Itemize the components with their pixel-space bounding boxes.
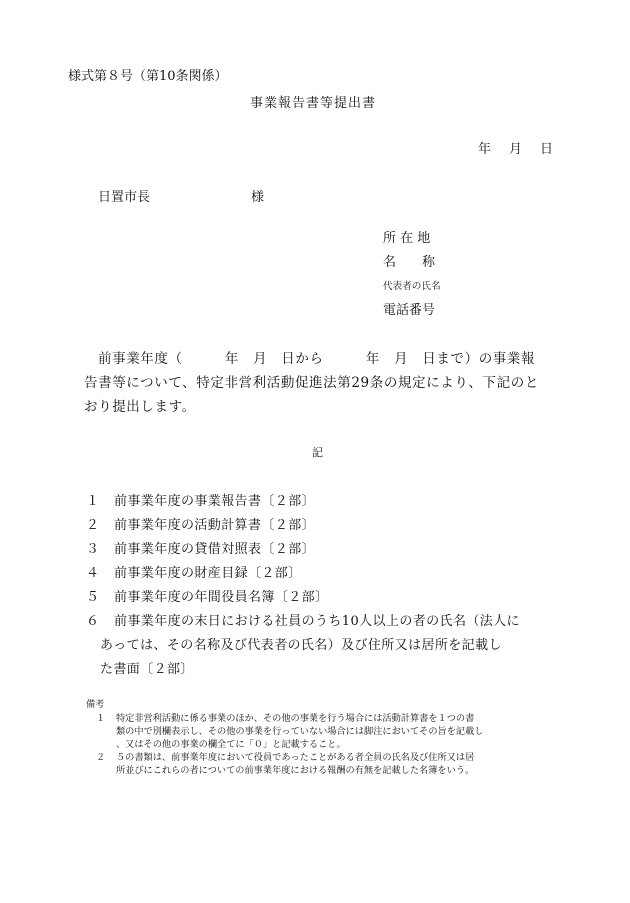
addressee-honorific: 様: [251, 190, 265, 205]
remark-line: 特定非営利活動に係る事業のほか、その他の事業を行う場合には活動計算書を１つの書: [116, 713, 475, 724]
remark-number: ２: [96, 752, 106, 763]
item-text-continued: た書面〔２部〕: [100, 662, 194, 677]
addressee-name: 日置市長: [98, 190, 151, 205]
form-number: 様式第８号（第10条関係）: [68, 69, 228, 84]
date-month: 月: [509, 142, 523, 157]
body-line-2: 告書等について、特定非営利活動促進法第29条の規定により、下記のと: [84, 375, 539, 391]
list-item: [86, 514, 566, 538]
remark-item: [86, 712, 566, 751]
remark-line: 類の中で別欄表示し、その他の事業を行っていない場合には脚注においてその旨を記載し: [116, 726, 484, 737]
phone-label: 電話番号: [383, 303, 436, 318]
ki-heading: 記: [312, 446, 323, 459]
item-number: ２: [86, 518, 100, 533]
item-number: ３: [86, 542, 100, 557]
date-line: [478, 138, 553, 157]
remarks-section: [86, 698, 566, 777]
item-number: ４: [86, 566, 100, 581]
remarks-heading: 備考: [86, 699, 105, 710]
item-list: [86, 490, 566, 682]
address-label: 所 在 地: [383, 231, 431, 246]
list-item: [86, 538, 566, 562]
representative-label: 代表者の氏名: [383, 281, 441, 292]
body-line-3: おり提出します。: [84, 399, 196, 415]
remark-item: [86, 751, 566, 777]
item-text: 前事業年度の貸借対照表〔２部〕: [114, 542, 316, 557]
list-item: [86, 490, 566, 514]
item-text: 前事業年度の活動計算書〔２部〕: [114, 518, 316, 533]
list-item: [86, 562, 566, 586]
item-text: 前事業年度の財産目録〔２部〕: [114, 566, 302, 581]
remark-line: ５の書類は、前事業年度において役員であったことがある者全員の氏名及び住所又は居: [116, 752, 475, 763]
list-item: [86, 586, 566, 610]
body-paragraph: [84, 347, 564, 419]
item-number: １: [86, 494, 100, 509]
item-text: 前事業年度の年間役員名簿〔２部〕: [114, 590, 329, 605]
remark-line: 、又はその他の事業の欄全てに「０」と記載すること。: [116, 739, 346, 750]
remark-number: １: [96, 713, 106, 724]
body-line-1: 前事業年度（ 年 月 日から 年 月 日まで）の事業報: [98, 351, 536, 367]
item-text: 前事業年度の末日における社員のうち10人以上の者の氏名（法人に: [114, 614, 520, 629]
item-text-continued: あっては、その名称及び代表者の氏名）及び住所又は居所を記載し: [100, 638, 502, 653]
item-number: ５: [86, 590, 100, 605]
date-day: 日: [540, 142, 554, 157]
document-title: 事業報告書等提出書: [250, 96, 377, 111]
list-item: [86, 610, 566, 682]
addressee: [98, 186, 265, 205]
item-text: 前事業年度の事業報告書〔２部〕: [114, 494, 316, 509]
item-number: ６: [86, 614, 100, 629]
remark-line: 所並びにこれらの者についての前事業年度における報酬の有無を記載した名簿をいう。: [116, 765, 475, 776]
date-year: 年: [478, 142, 492, 157]
name-label: 名 称: [383, 255, 436, 270]
